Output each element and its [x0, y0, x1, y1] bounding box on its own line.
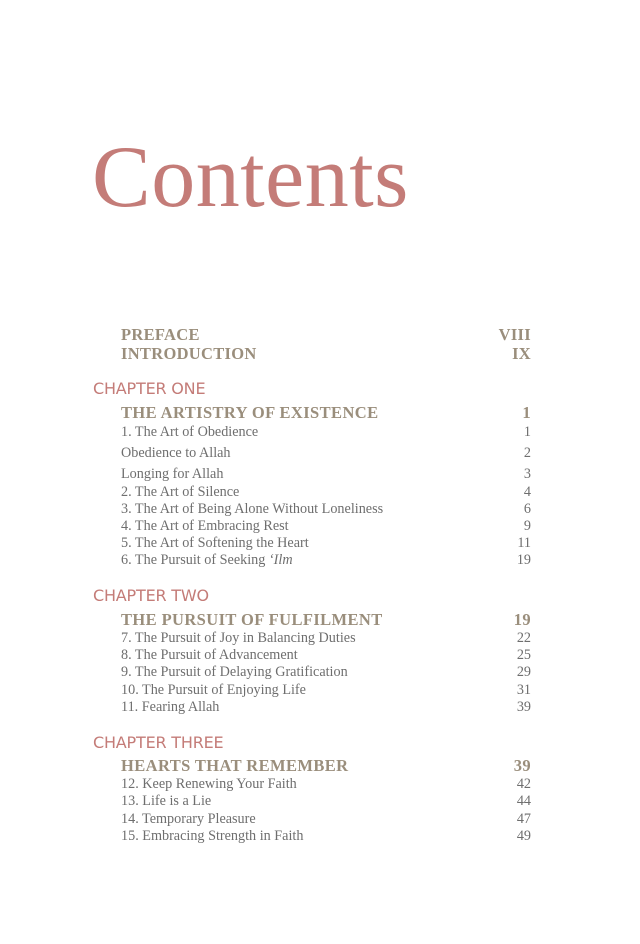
toc-entry[interactable] [121, 630, 531, 647]
chapter-three-label: CHAPTER THREE [93, 733, 224, 752]
toc-label: INTRODUCTION [121, 344, 257, 363]
toc-page-number: 49 [516, 828, 531, 844]
toc-page-number: 4 [523, 484, 531, 500]
toc-entry[interactable] [121, 466, 531, 483]
toc-entry[interactable] [121, 776, 531, 793]
toc-label: 11. Fearing Allah [121, 699, 220, 715]
toc-entry[interactable] [121, 535, 531, 552]
toc-label: THE ARTISTRY OF EXISTENCE [121, 403, 379, 422]
toc-label: 4. The Art of Embracing Rest [121, 518, 289, 534]
toc-entry[interactable] [121, 793, 531, 810]
toc-label [121, 552, 293, 569]
chapter-two-label: CHAPTER TWO [93, 586, 209, 605]
toc-page-number: 2 [523, 445, 531, 461]
toc-label: 5. The Art of Softening the Heart [121, 535, 309, 551]
toc-label: THE PURSUIT OF FULFILMENT [121, 610, 383, 629]
toc-page-number: 6 [523, 501, 531, 517]
toc-page-number: VIII [498, 325, 531, 344]
toc-page-number: 25 [516, 647, 531, 663]
toc-page-number: 39 [513, 756, 531, 775]
toc-entry[interactable] [121, 518, 531, 535]
toc-entry[interactable] [121, 501, 531, 518]
toc-entry[interactable] [121, 552, 531, 569]
toc-label: Longing for Allah [121, 466, 224, 482]
toc-page-number: 1 [522, 403, 531, 422]
toc-entry[interactable] [121, 647, 531, 664]
page-title: Contents [92, 129, 409, 226]
toc-page-number: 1 [523, 424, 531, 440]
toc-label: 13. Life is a Lie [121, 793, 212, 809]
toc-page-number: 22 [516, 630, 531, 646]
toc-page-number: IX [512, 344, 531, 363]
toc-label: 7. The Pursuit of Joy in Balancing Duties [121, 630, 356, 646]
toc-page-number: 3 [523, 466, 531, 482]
toc-page-number: 47 [516, 811, 531, 827]
toc-label: 12. Keep Renewing Your Faith [121, 776, 297, 792]
toc-page-number: 39 [516, 699, 531, 715]
toc-page-number: 31 [516, 682, 531, 698]
toc-label: HEARTS THAT REMEMBER [121, 756, 349, 775]
toc-label: 15. Embracing Strength in Faith [121, 828, 304, 844]
toc-part-heading[interactable] [121, 403, 531, 423]
toc-label: 1. The Art of Obedience [121, 424, 259, 440]
toc-label: 14. Temporary Pleasure [121, 811, 256, 827]
toc-label: 2. The Art of Silence [121, 484, 240, 500]
chapter-one-label: CHAPTER ONE [93, 379, 206, 398]
toc-part-heading[interactable] [121, 610, 531, 630]
toc-page-number: 19 [513, 610, 531, 629]
toc-entry[interactable] [121, 445, 531, 462]
toc-page-number: 29 [516, 664, 531, 680]
toc-label-italic: ‘Ilm [268, 552, 293, 568]
toc-label: 9. The Pursuit of Delaying Gratification [121, 664, 348, 680]
toc-label: 3. The Art of Being Alone Without Loneliness [121, 501, 384, 517]
toc-page-number: 11 [517, 535, 531, 551]
toc-label: PREFACE [121, 325, 200, 344]
toc-entry[interactable] [121, 424, 531, 441]
toc-part-heading[interactable] [121, 756, 531, 776]
toc-page-number: 44 [516, 793, 531, 809]
toc-front-preface[interactable] [121, 325, 531, 345]
toc-label-text: 6. The Pursuit of Seeking [121, 552, 269, 568]
toc-entry[interactable] [121, 811, 531, 828]
toc-label: 8. The Pursuit of Advancement [121, 647, 298, 663]
toc-entry[interactable] [121, 699, 531, 716]
toc-page-number: 42 [516, 776, 531, 792]
toc-entry[interactable] [121, 484, 531, 501]
toc-label: Obedience to Allah [121, 445, 231, 461]
toc-page-number: 9 [523, 518, 531, 534]
toc-entry[interactable] [121, 682, 531, 699]
toc-page-number: 19 [516, 552, 531, 568]
toc-entry[interactable] [121, 664, 531, 681]
toc-front-introduction[interactable] [121, 344, 531, 364]
toc-label: 10. The Pursuit of Enjoying Life [121, 682, 306, 698]
toc-entry[interactable] [121, 828, 531, 845]
